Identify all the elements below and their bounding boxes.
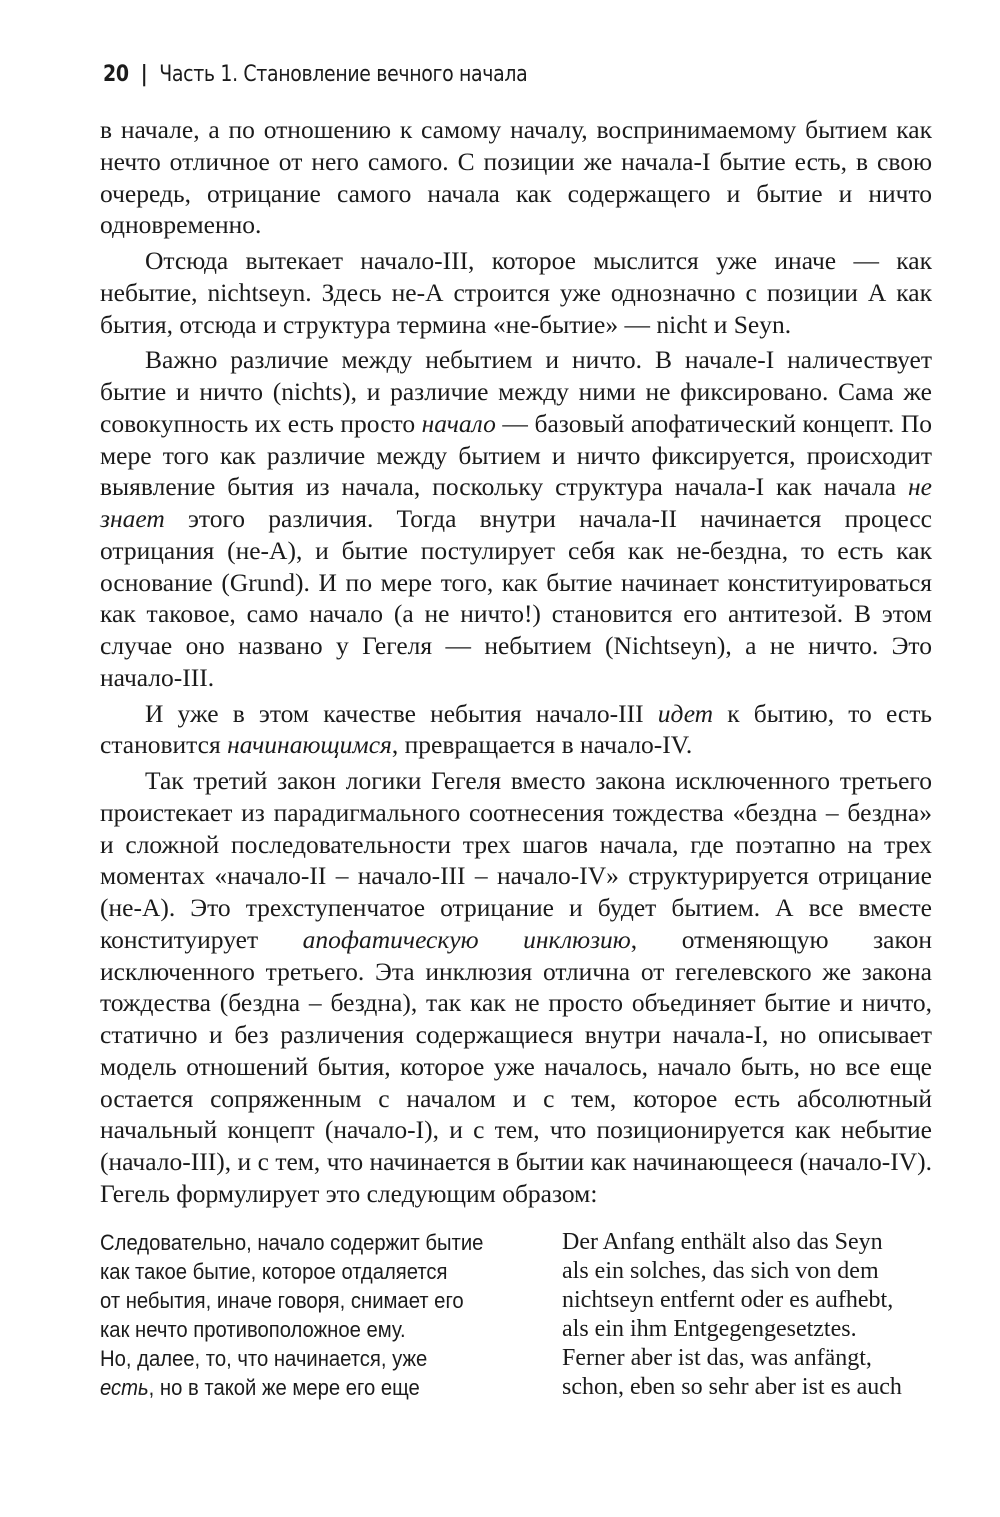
running-header — [103, 62, 527, 87]
quote-line: Следовательно, начало содержит бытие — [100, 1230, 484, 1255]
quote-line: als ein solches, das sich von dem — [562, 1258, 879, 1284]
quote-russian-column — [100, 1228, 483, 1402]
paragraph: Так третий закон логики Гегеля вместо закона исключенного третьего проистекает из парадигмального соотнесения тождества «бездна – бездна» и сложной последовательности трех шагов начала, где поэтапно на трех моментах «начало-II – начало-III – начало-IV» структурируется отрицание (не-А). Это трехступенчатое отрицание и будет бытием. А все вместе конституирует апофатическую инклюзию, отменяющую закон исключенного третьего. Эта инклюзия отлична от гегелевского же закона тождества (бездна – бездна), так как не просто объединяет бытие и ничто, статично и без различения содержащиеся внутри начала-I, но описывает модель отношений бытия, которое уже началось, начало быть, но все еще остается сопряженным с началом и с тем, которое есть абсолютный начальный концепт (начало-I), и с тем, что позиционируется как небытие (начало-III), и с тем, что начинается в бытии как начинающееся (начало-IV). Гегель формулирует это следующим образом: — [100, 766, 932, 1208]
paragraph: в начале, а по отношению к самому началу, воспринимаемому бытием как нечто отличное от него самого. С позиции же начала-I бытие есть, в свою очередь, отрицание самого начала как содержащего и бытие и ничто одновременно. — [100, 115, 932, 240]
emphasis: апофатическую инклюзию — [302, 924, 631, 954]
emphasis: есть — [100, 1375, 149, 1400]
quote-german-column — [562, 1228, 902, 1402]
paragraph: Важно различие между небытием и ничто. В начале-I наличествует бытие и ничто (nichts), и различие между ними не фиксировано. Сама же совокупность их есть просто начало — базовый апофатический концепт. По мере того как различие между бытием и ничто фиксируется, происходит выявление бытия из начала, поскольку структура начала-I как начала не знает этого различия. Тогда внутри начала-II начинается процесс отрицания (не-А), и бытие постулирует себя как не-бездна, то есть как основание (Grund). И по мере того, как бытие начинает конституироваться как таковое, само начало (а не ничто!) становится его антитезой. В этом случае оно названо у Гегеля — небытием (Nichtseyn), а не ничто. Это начало-III. — [100, 345, 932, 692]
quote-line: как такое бытие, которое отдаляется — [100, 1259, 448, 1284]
page-number: 20 — [103, 62, 129, 87]
quote-line: Ferner aber ist das, was anfängt, — [562, 1345, 872, 1371]
parallel-quotation — [100, 1228, 932, 1408]
emphasis: начало — [421, 408, 496, 438]
emphasis: начинающимся — [227, 730, 392, 760]
quote-line: schon, eben so sehr aber ist es auch — [562, 1374, 902, 1400]
quote-line: есть, но в такой же мере его еще — [100, 1375, 420, 1400]
quote-line: Но, далее, то, что начинается, уже — [100, 1346, 428, 1371]
quote-line: как нечто противоположное ему. — [100, 1317, 406, 1342]
quote-line: от небытия, иначе говоря, снимает его — [100, 1288, 464, 1313]
quote-line: als ein ihm Entgegengesetztes. — [562, 1316, 857, 1342]
header-separator: | — [140, 62, 148, 87]
paragraph: Отсюда вытекает начало-III, которое мыслится уже иначе — как небытие, nichtseyn. Здесь не-А строится уже однозначно с позиции А как бытия, отсюда и структура термина «не-бытие» — nicht и Seyn. — [100, 246, 932, 339]
chapter-title: Часть 1. Становление вечного начала — [159, 62, 528, 87]
main-text — [100, 114, 932, 1214]
quote-line: Der Anfang enthält also das Seyn — [562, 1229, 883, 1255]
quote-line: nichtseyn entfernt oder es aufhebt, — [562, 1287, 894, 1313]
emphasis: идет — [657, 698, 714, 728]
paragraph: И уже в этом качестве небытия начало-III идет к бытию, то есть становится начинающимся, превращается в начало-IV. — [100, 698, 932, 760]
emphasis: не знает — [100, 472, 932, 533]
